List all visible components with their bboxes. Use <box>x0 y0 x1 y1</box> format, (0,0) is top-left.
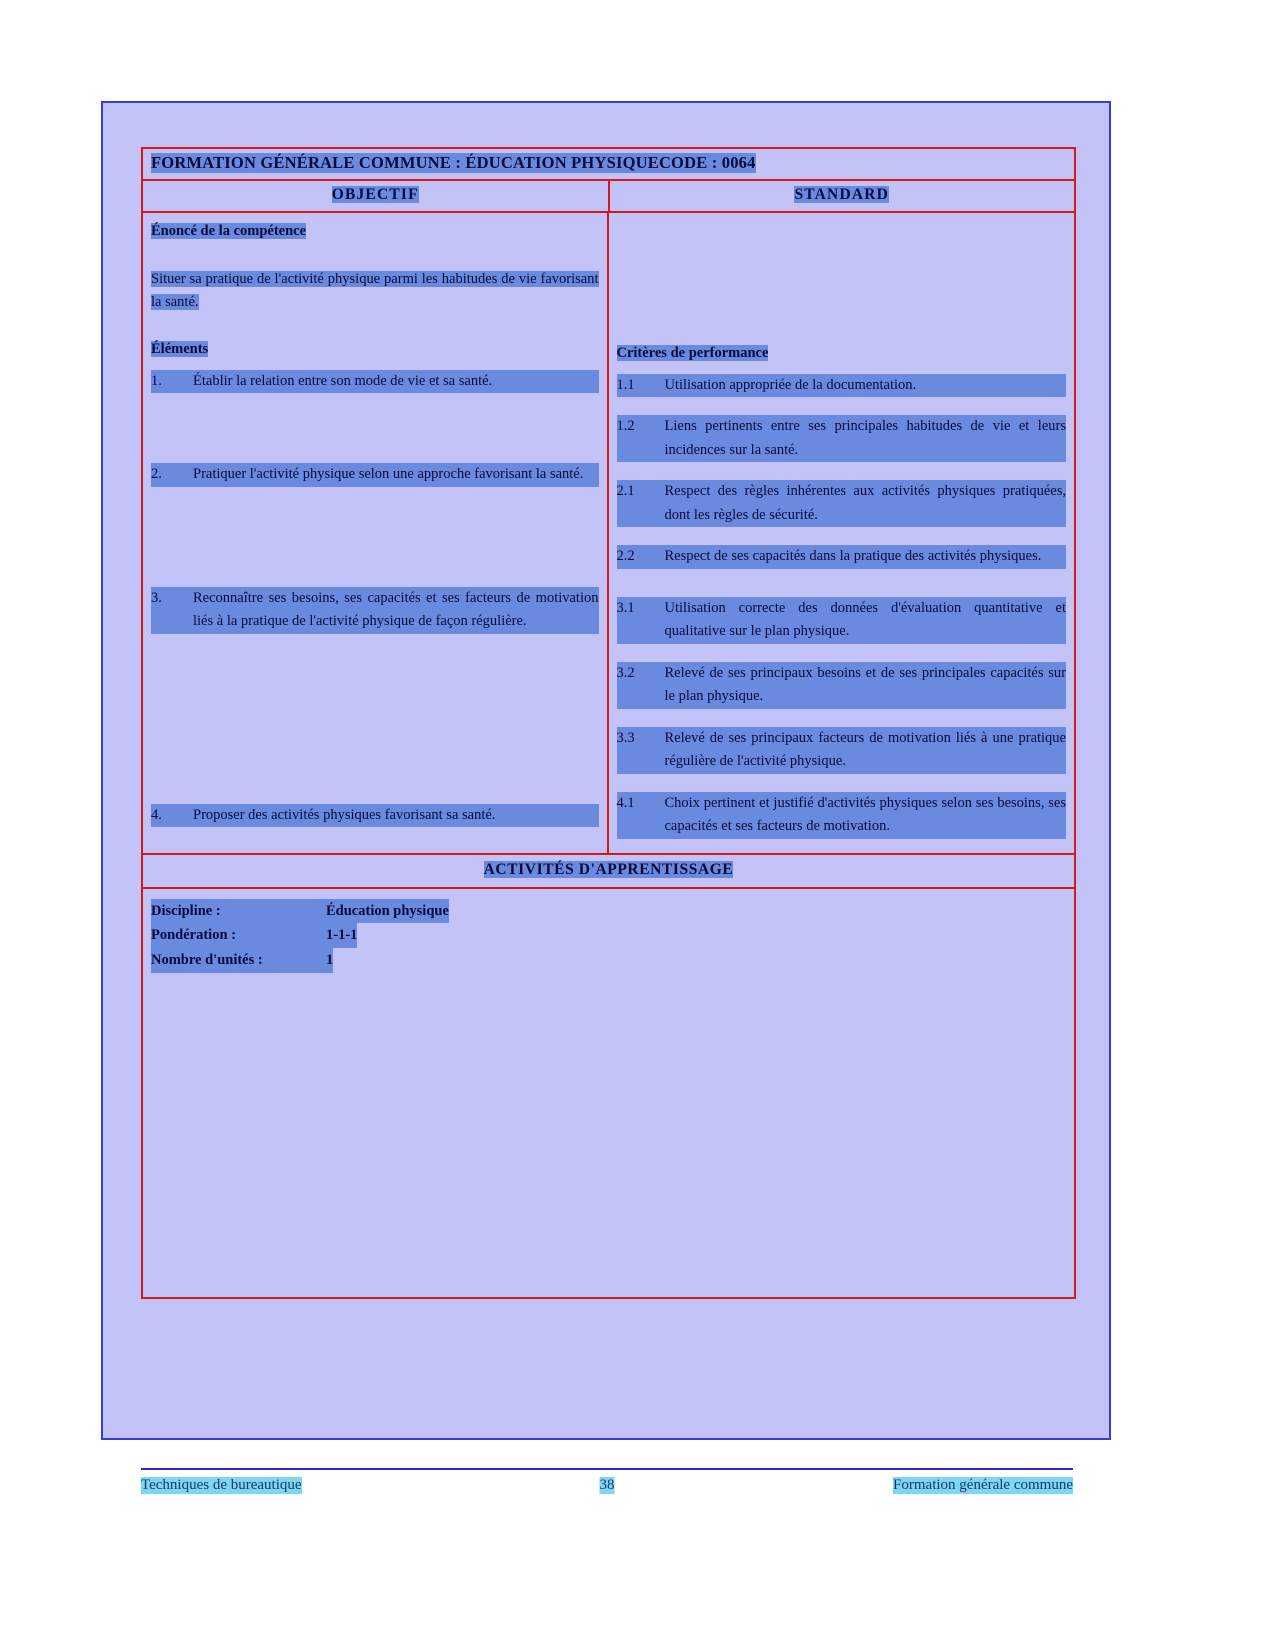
column-header-standard: STANDARD <box>794 186 890 203</box>
critere-item: 4.1 Choix pertinent et justifié d'activités physiques selon ses besoins, ses capacités et ses facteurs de motivation. <box>617 792 1067 839</box>
column-header-objectif: OBJECTIF <box>143 181 610 211</box>
activities-meta-row <box>143 889 1074 1297</box>
critere-item: 2.1 Respect des règles inhérentes aux activités physiques pratiquées, dont les règles de sécurité. <box>617 480 1067 527</box>
meta-line: Pondération : 1-1-1 <box>151 923 1066 948</box>
activities-heading: ACTIVITÉS D'APPRENTISSAGE <box>483 860 734 878</box>
meta-line: Discipline : Éducation physique <box>151 899 1066 924</box>
table-title-row <box>143 149 1074 181</box>
objectif-column <box>143 213 609 853</box>
critere-item: 1.2 Liens pertinents entre ses principales habitudes de vie et leurs incidences sur la santé. <box>617 415 1067 462</box>
critere-item: 2.2 Respect de ses capacités dans la pratique des activités physiques. <box>617 545 1067 568</box>
table-header-row <box>143 181 1074 213</box>
meta-line: Nombre d'unités : 1 <box>151 948 1066 973</box>
program-title: FORMATION GÉNÉRALE COMMUNE : ÉDUCATION PHYSIQUE <box>151 153 659 172</box>
enonce-text: Situer sa pratique de l'activité physique parmi les habitudes de vie favorisant la santé. <box>151 271 599 311</box>
critere-item: 3.1 Utilisation correcte des données d'évaluation quantitative et qualitative sur le plan physique. <box>617 597 1067 644</box>
footer-right: Formation générale commune <box>893 1477 1073 1493</box>
competency-table <box>141 147 1076 1299</box>
enonce-heading: Énoncé de la compétence <box>151 223 307 239</box>
footer-left: Techniques de bureautique <box>141 1477 302 1493</box>
element-item: 2. Pratiquer l'activité physique selon une approche favorisant la santé. <box>151 463 599 486</box>
course-code: CODE : 0064 <box>658 153 756 172</box>
critere-item: 3.2 Relevé de ses principaux besoins et de ses principales capacités sur le plan physique. <box>617 662 1067 709</box>
standard-column <box>609 213 1075 853</box>
table-body-row <box>143 213 1074 855</box>
critere-item: 1.1 Utilisation appropriée de la documentation. <box>617 374 1067 397</box>
document-page <box>101 101 1111 1493</box>
criteres-heading: Critères de performance <box>616 345 769 361</box>
activities-heading-row <box>143 855 1074 889</box>
element-item: 4. Proposer des activités physiques favorisant sa santé. <box>151 804 599 827</box>
page-footer <box>103 1444 1109 1493</box>
footer-rule <box>141 1468 1073 1470</box>
element-item: 3. Reconnaître ses besoins, ses capacités et ses facteurs de motivation liés à la pratique de l'activité physique de façon régulière. <box>151 587 599 634</box>
elements-heading: Éléments <box>151 340 209 357</box>
footer-page-number: 38 <box>599 1477 615 1493</box>
footer-content <box>141 1477 1073 1494</box>
element-item: 1. Établir la relation entre son mode de vie et sa santé. <box>151 370 599 393</box>
critere-item: 3.3 Relevé de ses principaux facteurs de motivation liés à une pratique régulière de l'activité physique. <box>617 727 1067 774</box>
